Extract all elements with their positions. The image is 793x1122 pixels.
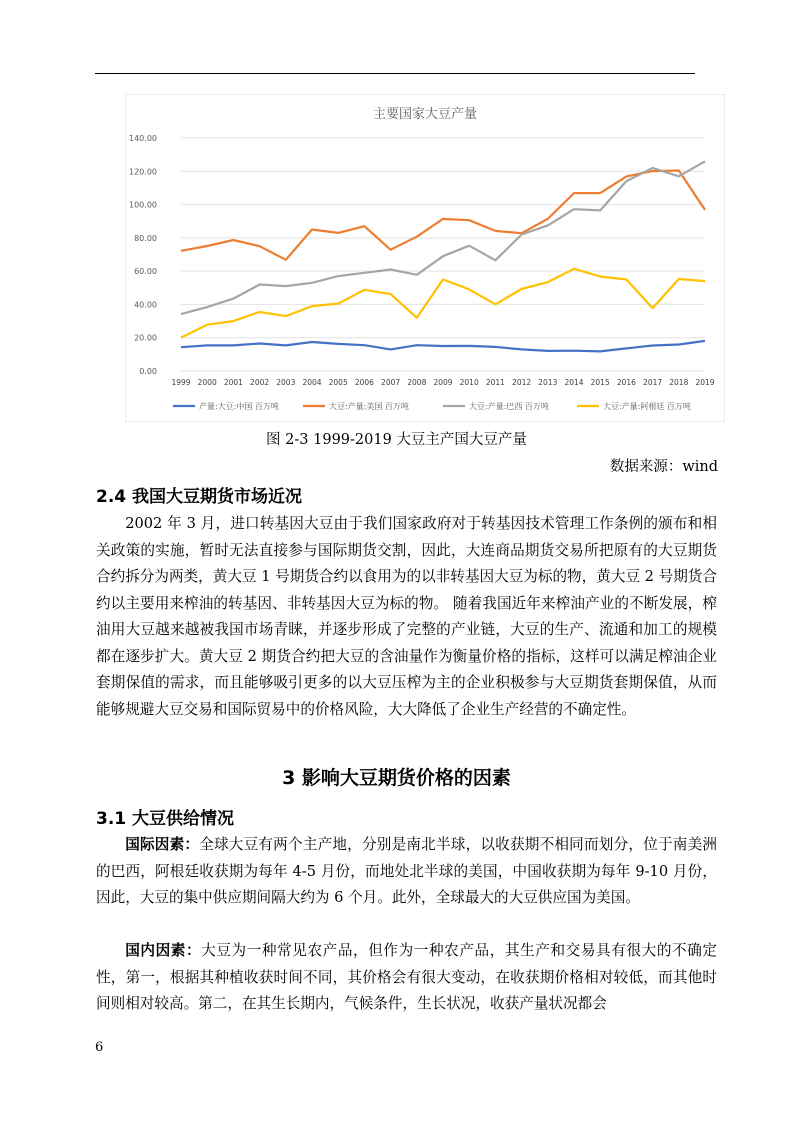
legend-label: 大豆:产量:美国 百万吨 xyxy=(329,402,409,411)
x-tick-label: 1999 xyxy=(171,378,191,387)
x-tick-label: 2017 xyxy=(643,378,663,387)
x-tick-label: 2010 xyxy=(459,378,479,387)
y-tick-label: 0.00 xyxy=(139,367,157,376)
x-tick-label: 2000 xyxy=(197,378,217,387)
legend-label: 产量:大豆:中国 百万吨 xyxy=(199,402,279,411)
x-tick-label: 2007 xyxy=(381,378,401,387)
legend-label: 大豆:产量:巴西 百万吨 xyxy=(469,402,549,411)
figure-source: 数据来源：wind xyxy=(609,459,718,475)
x-tick-label: 2018 xyxy=(669,378,689,387)
y-tick-label: 80.00 xyxy=(134,233,157,243)
chart-svg xyxy=(125,94,725,422)
chart-border xyxy=(125,94,725,422)
international-factors-text: 全球大豆有两个主产地，分别是南北半球，以收获期不相同而划分，位于南美洲的巴西，阿根廷收获期为每年 4-5 月份，而地处北半球的美国，中国收获期为每年 9-10 月份，因此，大豆的集中供应期间隔大约为 6 个月。此外，全球最大的大豆供应国为美国。 xyxy=(96,836,717,906)
y-tick-label: 60.00 xyxy=(134,267,157,277)
section-heading-2-4: 2.4 我国大豆期货市场近况 xyxy=(96,487,303,507)
chapter-heading-3: 3 影响大豆期货价格的因素 xyxy=(282,767,511,789)
legend-label: 大豆:产量:阿根廷 百万吨 xyxy=(603,402,691,411)
x-tick-label: 2004 xyxy=(302,378,322,387)
x-tick-label: 2009 xyxy=(433,378,453,387)
x-tick-label: 2014 xyxy=(564,378,584,387)
x-tick-label: 2008 xyxy=(407,378,427,387)
x-axis-ticks xyxy=(171,378,714,387)
x-tick-label: 2005 xyxy=(328,378,348,387)
y-tick-label: 40.00 xyxy=(134,300,157,310)
paragraph-international xyxy=(96,832,717,912)
x-tick-label: 2016 xyxy=(616,378,636,387)
page-number: 6 xyxy=(95,1040,104,1055)
x-tick-label: 2019 xyxy=(695,378,715,387)
y-tick-label: 100.00 xyxy=(129,200,157,210)
x-tick-label: 2003 xyxy=(276,378,296,387)
x-tick-label: 2001 xyxy=(223,378,243,387)
y-tick-label: 120.00 xyxy=(129,167,157,177)
x-tick-label: 2006 xyxy=(354,378,374,387)
paragraph-domestic xyxy=(96,938,717,1018)
paragraph-2-4: 2002 年 3 月，进口转基因大豆由于我们国家政府对于转基因技术管理工作条例的颁布和相关政策的实施，暂时无法直接参与国际期货交割，因此，大连商品期货交易所把原有的大豆期货合约拆分为两类，黄大豆 1 号期货合约以食用为的以非转基因大豆为标的物，黄大豆 2 号期货合约以主要用来榨油的转基因、非转基因大豆为标的物。 随着我国近年来榨油产业的不断发展，榨油用大豆越来越被我国市场青睐，并逐步形成了完整的产业链，大豆的生产、流通和加工的规模都在逐步扩大。黄大豆 2 期货合约把大豆的含油量作为衡量价格的指标，这样可以满足榨油企业套期保值的需求，而且能够吸引更多的以大豆压榨为主的企业积极参与大豆期货套期保值，从而能够规避大豆交易和国际贸易中的价格风险，大大降低了企业生产经营的不确定性。 xyxy=(96,515,717,718)
domestic-factors-label: 国内因素： xyxy=(125,942,202,959)
y-tick-label: 20.00 xyxy=(134,333,157,343)
figure-caption: 图 2-3 1999-2019 大豆主产国大豆产量 xyxy=(266,432,527,448)
x-tick-label: 2011 xyxy=(485,378,505,387)
y-tick-label: 140.00 xyxy=(129,134,157,143)
x-tick-label: 2012 xyxy=(512,378,532,387)
x-tick-label: 2002 xyxy=(250,378,270,387)
production-chart xyxy=(125,94,725,422)
international-factors-label: 国际因素： xyxy=(125,836,200,853)
domestic-factors-text: 大豆为一种常见农产品，但作为一种农产品，其生产和交易具有很大的不确定性，第一，根据其种植收获时间不同，其价格会有很大变动，在收获期价格相对较低，而其他时间则相对较高。第二，在其生长期内，气候条件，生长状况，收获产量状况都会 xyxy=(96,942,717,1012)
header-rule xyxy=(95,73,695,74)
chart-title: 主要国家大豆产量 xyxy=(372,107,478,122)
section-heading-3-1: 3.1 大豆供给情况 xyxy=(96,809,235,829)
x-tick-label: 2013 xyxy=(538,378,558,387)
x-tick-label: 2015 xyxy=(590,378,610,387)
